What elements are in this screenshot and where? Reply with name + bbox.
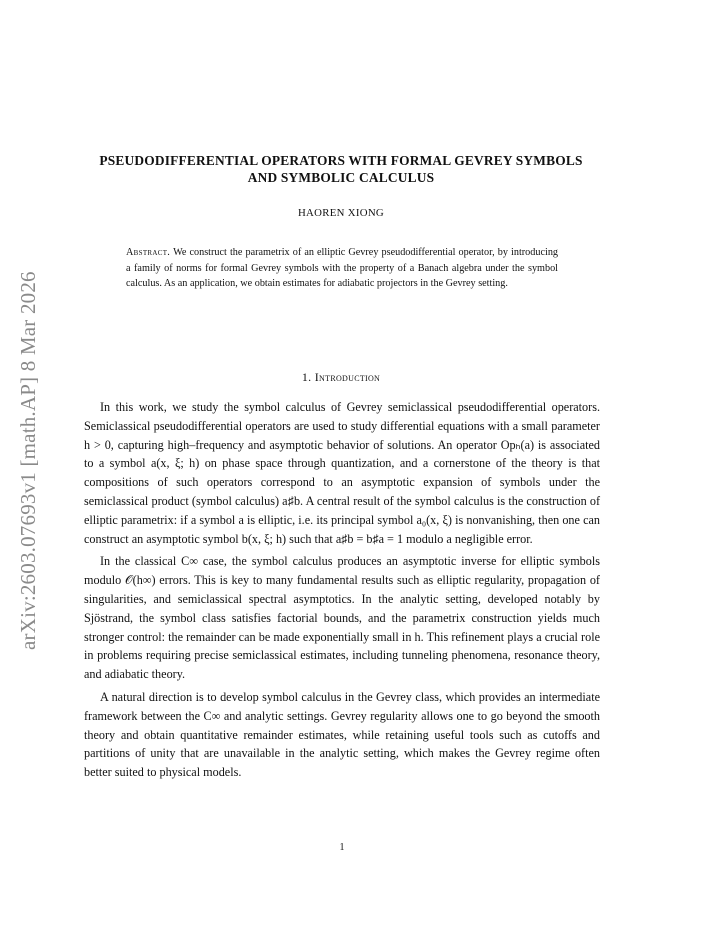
paper-title: PSEUDODIFFERENTIAL OPERATORS WITH FORMAL GEVREY SYMBOLS AND SYMBOLIC CALCULUS: [99, 153, 583, 185]
paragraph: In the classical C∞ case, the symbol calculus produces an asymptotic inverse for elliptic symbols modulo 𝒪(h∞) errors. This is key to many fundamental results such as elliptic regularity, propagation of singularities, and semiclassical spectral asymptotics. In the analytic setting, developed notably by Sjöstrand, the symbol class satisfies factorial bounds, and the parametrix construction yields much stronger control: the remainder can be made exponentially small in h. This refinement plays a crucial role in problems requiring precise semiclassical estimates, including tunneling phenomena, resonance theory, and adiabatic theory.: [84, 554, 600, 682]
paragraph: A natural direction is to develop symbol calculus in the Gevrey class, which provides an intermediate framework between the C∞ and analytic settings. Gevrey regularity allows one to go beyond the smooth theory and obtain quantitative remainder estimates, while retaining useful tools such as cutoffs and partitions of unity that are unavailable in the analytic setting, which makes the Gevrey regime often better suited to physical models.: [84, 689, 600, 780]
abstract-label: Abstract.: [126, 247, 171, 258]
body-text: [84, 398, 600, 786]
abstract: [126, 245, 558, 292]
section-title: Introduction: [314, 370, 381, 384]
author-name: HAOREN XIONG: [297, 207, 385, 219]
arxiv-identifier-stamp: arXiv:2603.07693v1 [math.AP] 8 Mar 2026: [16, 271, 40, 650]
section-number: 1.: [301, 370, 312, 384]
abstract-text: We construct the parametrix of an elliptic Gevrey pseudodifferential operator, by introducing a family of norms for formal Gevrey symbols with the property of a Banach algebra under the symbol calculus. As an application, we obtain estimates for adiabatic projectors in the Gevrey setting.: [126, 247, 559, 289]
section-heading: [84, 370, 598, 385]
paragraph: In this work, we study the symbol calculus of Gevrey semiclassical pseudodifferential operators. Semiclassical pseudodifferential operators are used to study differential equations with a small parameter h > 0, capturing high–frequency and asymptotic behavior of solutions. An operator Opₕ(a) is associated to a symbol a(x, ξ; h) on phase space through quantization, and a cornerstone of the theory is that compositions of such operators correspond to an asymptotic expansion of symbols under the semiclassical product (symbol calculus) a♯b. A central result of the symbol calculus is the construction of elliptic parametrix: if a symbol a is elliptic, i.e. its principal symbol a₀(x, ξ) is nonvanishing, then one can construct an asymptotic symbol b(x, ξ; h) such that a♯b = b♯a = 1 modulo a negligible error.: [84, 400, 600, 546]
page-number: 1: [339, 842, 345, 853]
